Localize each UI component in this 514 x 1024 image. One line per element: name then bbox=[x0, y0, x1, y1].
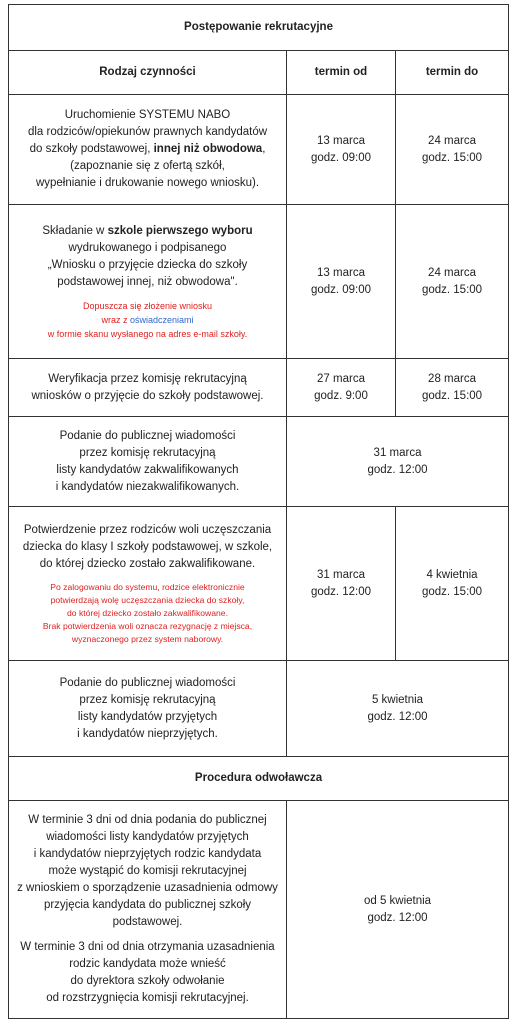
date-from: 13 marca bbox=[317, 266, 365, 279]
activity-cell bbox=[9, 205, 287, 359]
date-to-cell bbox=[396, 205, 509, 359]
activity-line: (zapoznanie się z ofertą szkół, bbox=[70, 160, 225, 172]
table-row bbox=[9, 801, 509, 1019]
date-to: 24 marca bbox=[428, 266, 476, 279]
note-text: wraz z bbox=[101, 314, 130, 325]
activity-line: dziecka do klasy I szkoły podstawowej, w szkole, bbox=[22, 540, 273, 553]
activity-line bbox=[17, 141, 278, 158]
date-cell bbox=[287, 801, 509, 1019]
time: godz. 12:00 bbox=[367, 463, 428, 476]
activity-line: podstawowej innej, niż obwodowa". bbox=[57, 275, 238, 288]
note-line: Dopuszcza się złożenie wniosku bbox=[82, 300, 213, 311]
note-line bbox=[17, 313, 278, 327]
date-to-cell bbox=[396, 507, 509, 661]
table-row bbox=[9, 417, 509, 507]
date-from: 27 marca bbox=[317, 372, 365, 385]
column-header-to: termin do bbox=[396, 51, 509, 95]
date-from: 13 marca bbox=[317, 134, 365, 147]
activity-text: Składanie w bbox=[42, 224, 108, 237]
table-row bbox=[9, 205, 509, 359]
activity-emphasis: innej niż obwodowa bbox=[153, 143, 263, 155]
time-from: godz. 9:00 bbox=[314, 389, 368, 402]
activity-line: wniosków o przyjęcie do szkoły podstawowej. bbox=[31, 389, 264, 402]
activity-line: przez komisję rekrutacyjną bbox=[79, 446, 216, 459]
activity-line bbox=[17, 223, 278, 240]
activity-line: podstawowej. bbox=[112, 916, 183, 928]
date-cell bbox=[287, 417, 509, 507]
activity-line: do której dziecko zostało zakwalifikowane. bbox=[39, 557, 256, 570]
section-header-row bbox=[9, 757, 509, 801]
time-to: godz. 15:00 bbox=[421, 283, 483, 296]
date-from-cell bbox=[287, 205, 396, 359]
time-to: godz. 15:00 bbox=[421, 151, 483, 164]
activity-cell bbox=[9, 507, 287, 661]
activity-line: rodzic kandydata może wnieść bbox=[69, 958, 226, 970]
activity-line: W terminie 3 dni od dnia otrzymania uzasadnienia bbox=[20, 941, 275, 953]
section-title-appeal: Procedura odwoławcza bbox=[9, 757, 509, 801]
note-line: potwierdzają wolę uczęszczania dziecka do szkoły, bbox=[50, 594, 245, 605]
column-header-from: termin od bbox=[287, 51, 396, 95]
activity-line: wiadomości listy kandydatów przyjętych bbox=[46, 831, 249, 843]
activity-line: Podanie do publicznej wiadomości bbox=[59, 676, 236, 689]
activity-line: wypełnianie i drukowanie nowego wniosku). bbox=[35, 177, 260, 189]
note-line: Brak potwierdzenia woli oznacza rezygnację z miejsca, bbox=[42, 620, 253, 631]
activity-line: Potwierdzenie przez rodziców woli uczęszczania bbox=[23, 523, 272, 536]
activity-line: i kandydatów nieprzyjętych. bbox=[77, 727, 218, 740]
section-title-recruitment: Postępowanie rekrutacyjne bbox=[9, 5, 509, 51]
activity-text: do szkoły podstawowej, bbox=[29, 143, 154, 155]
date-to: 28 marca bbox=[428, 372, 476, 385]
activity-text: , bbox=[262, 143, 266, 155]
activity-cell bbox=[9, 417, 287, 507]
activity-line: „Wniosku o przyjęcie dziecka do szkoły bbox=[47, 258, 248, 271]
date-to: 24 marca bbox=[428, 134, 476, 147]
date: 5 kwietnia bbox=[371, 693, 424, 706]
activity-line: dla rodziców/opiekunów prawnych kandydatów bbox=[27, 126, 268, 138]
time-to: godz. 15:00 bbox=[421, 585, 483, 598]
date-from-cell bbox=[287, 359, 396, 417]
date-from: 31 marca bbox=[317, 568, 365, 581]
activity-emphasis: szkole pierwszego wyboru bbox=[107, 224, 253, 237]
time-from: godz. 09:00 bbox=[310, 283, 372, 296]
activity-cell bbox=[9, 661, 287, 757]
activity-cell bbox=[9, 95, 287, 205]
date-from-cell bbox=[287, 95, 396, 205]
activity-cell bbox=[9, 359, 287, 417]
recruitment-schedule-table bbox=[8, 4, 509, 1019]
table-row bbox=[9, 661, 509, 757]
activity-line: Podanie do publicznej wiadomości bbox=[59, 429, 236, 442]
time-from: godz. 09:00 bbox=[310, 151, 372, 164]
activity-line: z wnioskiem o sporządzenie uzasadnienia odmowy bbox=[17, 882, 278, 894]
activity-line: Uruchomienie SYSTEMU NABO bbox=[64, 109, 231, 121]
activity-line: W terminie 3 dni od dnia podania do publicznej bbox=[28, 814, 267, 826]
table-row bbox=[9, 95, 509, 205]
note-line: do której dziecko zostało zakwalifikowane. bbox=[67, 607, 228, 618]
date-to-cell bbox=[396, 359, 509, 417]
table-row bbox=[9, 359, 509, 417]
date: 31 marca bbox=[373, 446, 422, 459]
activity-line: Weryfikacja przez komisję rekrutacyjną bbox=[48, 372, 247, 385]
declarations-link[interactable]: oświadczeniami bbox=[129, 314, 194, 325]
activity-cell bbox=[9, 801, 287, 1019]
date-from-cell bbox=[287, 507, 396, 661]
note-line: w formie skanu wysłanego na adres e-mail szkoły. bbox=[47, 328, 248, 339]
activity-line: listy kandydatów przyjętych bbox=[77, 710, 218, 723]
activity-line: przez komisję rekrutacyjną bbox=[79, 693, 216, 706]
activity-line: i kandydatów niezakwalifikowanych. bbox=[55, 480, 240, 493]
activity-line: i kandydatów nieprzyjętych rodzic kandydata bbox=[33, 848, 262, 860]
date-to: 4 kwietnia bbox=[426, 568, 478, 581]
note-line: wyznaczonego przez system naborowy. bbox=[71, 633, 224, 644]
activity-line: od rozstrzygnięcia komisji rekrutacyjnej. bbox=[46, 992, 249, 1004]
date-cell bbox=[287, 661, 509, 757]
time: godz. 12:00 bbox=[367, 710, 428, 723]
activity-line: przyjęcia kandydata do publicznej szkoły bbox=[43, 899, 252, 911]
time: godz. 12:00 bbox=[367, 911, 428, 924]
activity-line: listy kandydatów zakwalifikowanych bbox=[56, 463, 239, 476]
date: od 5 kwietnia bbox=[363, 894, 432, 907]
column-header-row bbox=[9, 51, 509, 95]
table-row bbox=[9, 507, 509, 661]
note-line: Po zalogowaniu do systemu, rodzice elektronicznie bbox=[50, 581, 245, 592]
section-header-row bbox=[9, 5, 509, 51]
date-to-cell bbox=[396, 95, 509, 205]
activity-line: do dyrektora szkoły odwołanie bbox=[70, 975, 225, 987]
time-to: godz. 15:00 bbox=[421, 389, 483, 402]
time-from: godz. 12:00 bbox=[310, 585, 372, 598]
activity-line: wydrukowanego i podpisanego bbox=[68, 241, 227, 254]
column-header-activity: Rodzaj czynności bbox=[9, 51, 287, 95]
activity-line: może wystąpić do komisji rekrutacyjnej bbox=[48, 865, 247, 877]
